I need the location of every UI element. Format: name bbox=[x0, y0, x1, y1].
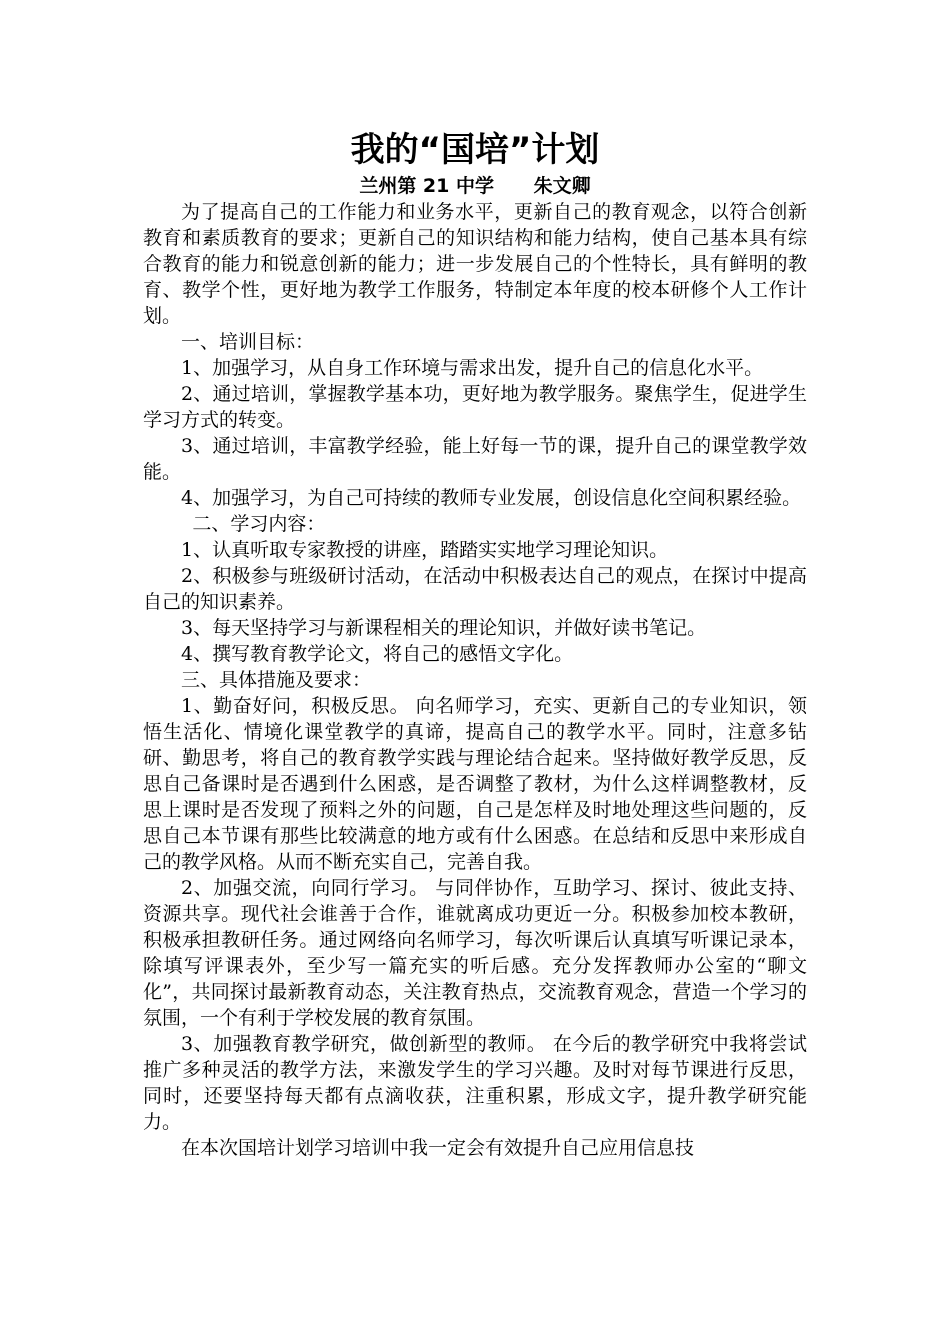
paragraph-content-1: 1、认真听取专家教授的讲座，踏踏实实地学习理论知识。 bbox=[181, 539, 669, 561]
paragraph-content-4: 4、撰写教育教学论文，将自己的感悟文字化。 bbox=[181, 643, 574, 665]
section-heading-content: 二、学习内容： bbox=[192, 513, 326, 535]
paragraph-measure-3: 3、加强教育教学研究，做创新型的教师。 在今后的教学研究中我将尝试推广多种灵活的教学方法，来激发学生的学习兴趣。及时对每节课进行反思，同时，还要坚持每天都有点滴收获，注重积累，形成文字，提升教学研究能力。 bbox=[143, 1033, 807, 1133]
document-author-line: 兰州第 21 中学 朱文卿 bbox=[359, 175, 591, 197]
paragraph-goal-3: 3、通过培训，丰富教学经验，能上好每一节的课，提升自己的课堂教学效能。 bbox=[143, 435, 807, 483]
paragraph-content-2: 2、积极参与班级研讨活动，在活动中积极表达自己的观点，在探讨中提高自己的知识素养。 bbox=[143, 565, 807, 613]
paragraph-measure-2: 2、加强交流，向同行学习。 与同伴协作，互助学习、探讨、彼此支持、资源共享。现代社会谁善于合作，谁就离成功更近一分。积极参加校本教研，积极承担教研任务。通过网络向名师学习，每次听课后认真填写听课记录本，除填写评课表外，至少写一篇充实的听后感。充分发挥教师办公室的“聊文化”，共同探讨最新教育动态，关注教育热点，交流教育观念，营造一个学习的氛围，一个有利于学校发展的教育氛围。 bbox=[143, 877, 807, 1029]
paragraph-goal-4: 4、加强学习，为自己可持续的教师专业发展，创设信息化空间积累经验。 bbox=[181, 487, 802, 509]
section-heading-measures: 三、具体措施及要求： bbox=[181, 669, 372, 691]
paragraph-closing: 在本次国培计划学习培训中我一定会有效提升自己应用信息技 bbox=[181, 1137, 695, 1159]
paragraph-measure-1: 1、勤奋好问，积极反思。 向名师学习，充实、更新自己的专业知识，领悟生活化、情境化课堂教学的真谛，提高自己的教学水平。同时，注意多钻研、勤思考，将自己的教育教学实践与理论结合起来。坚持做好教学反思，反思自己备课时是否遇到什么困惑，是否调整了教材，为什么这样调整教材，反思上课时是否发现了预料之外的问题，自己是怎样及时地处理这些问题的，反思自己本节课有那些比较满意的地方或有什么困惑。在总结和反思中来形成自己的教学风格。从而不断充实自己，完善自我。 bbox=[143, 695, 807, 873]
document-title: 我的“国培”计划 bbox=[350, 130, 600, 170]
paragraph-goal-1: 1、加强学习，从自身工作环境与需求出发，提升自己的信息化水平。 bbox=[181, 357, 764, 379]
document-body bbox=[143, 199, 807, 1161]
paragraph-goal-2: 2、通过培训，掌握教学基本功，更好地为教学服务。聚焦学生，促进学生学习方式的转变。 bbox=[143, 383, 807, 431]
section-heading-goals: 一、培训目标： bbox=[181, 331, 315, 353]
paragraph-content-3: 3、每天坚持学习与新课程相关的理论知识，并做好读书笔记。 bbox=[181, 617, 707, 639]
paragraph-intro: 为了提高自己的工作能力和业务水平，更新自己的教育观念，以符合创新教育和素质教育的要求；更新自己的知识结构和能力结构，使自己基本具有综合教育的能力和锐意创新的能力；进一步发展自己的个性特长，具有鲜明的教育、教学个性，更好地为教学工作服务，特制定本年度的校本研修个人工作计划。 bbox=[143, 201, 807, 327]
